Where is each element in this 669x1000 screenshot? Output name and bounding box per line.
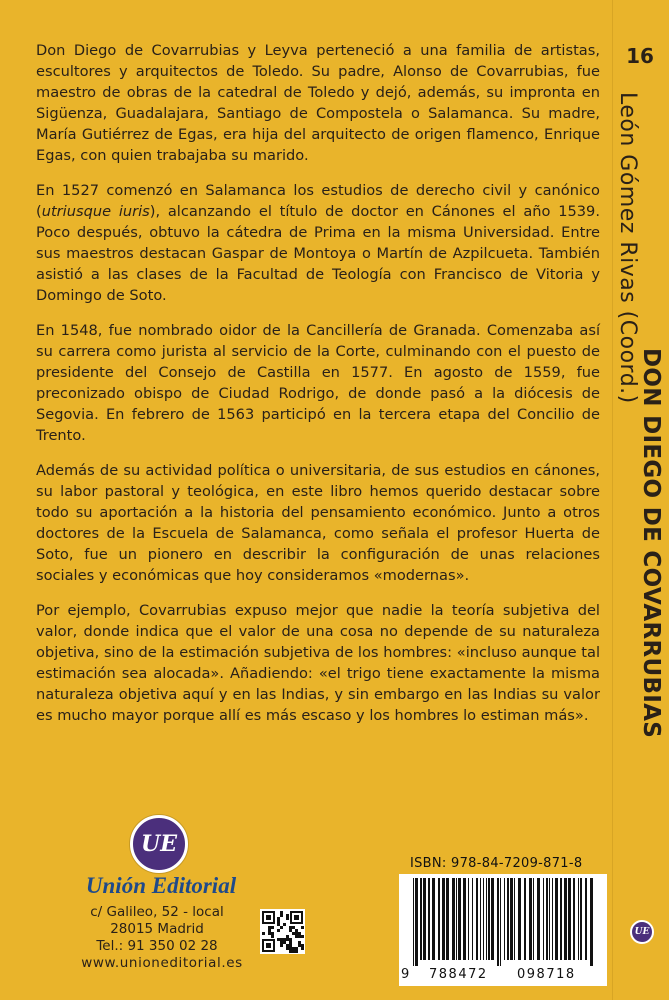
paragraph-text: En 1548, fue nombrado oidor de la Cancillería de Granada. Comenzaba así su carrera como jurista al servicio de la Corte, culminando con el puesto de presidente del Consejo de Castilla en 1577. En agosto de 1559, fue preconizado obispo de Ciudad Rodrigo, de donde pasó a la diócesis de Segovia. En febrero de 1563 participó en la tercera etapa del Concilio de Trento. (36, 322, 600, 444)
union-editorial-logo-icon: UE (130, 815, 188, 873)
barcode-digit-group-2: 098718 (517, 967, 576, 982)
spine-author: León Gómez Rivas (Coord.) (615, 92, 640, 404)
barcode-icon (399, 874, 607, 966)
paragraph-text: ), alcanzando el título de doctor en Cánones el año 1539. Poco después, obtuvo la cátedra de Prima en la misma Universidad. Entre sus maestros destacan Gaspar de Montoya o Martín de Azpilcueta. También asistió a las clases de la Facultad de Teología con Francisco de Vitoria y Domingo de Soto. (36, 203, 600, 304)
barcode-digits (399, 966, 607, 986)
paragraph-text: Además de su actividad política o universitaria, de sus estudios en cánones, su labor pastoral y teológica, en este libro hemos querido destacar sobre todo su aportación a la historia del pensamiento económico. Junto a otros doctores de la Escuela de Salamanca, como señala el profesor Huerta de Soto, fue un pionero en describir la configuración de unas relaciones sociales y económicas que hoy consideramos «modernas». (36, 462, 600, 584)
spine-divider (612, 0, 613, 1000)
qr-code-icon (260, 909, 305, 954)
paragraph-5 (36, 600, 600, 726)
latin-term: utriusque iuris (41, 203, 150, 220)
barcode-digit-group-1: 788472 (429, 967, 488, 982)
union-editorial-spine-logo-icon: UE (630, 920, 654, 944)
paragraph-3 (36, 320, 600, 446)
barcode-digit-first: 9 (401, 967, 410, 982)
series-number: 16 (626, 44, 654, 68)
publisher-website: www.unioneditorial.es (81, 955, 243, 971)
paragraph-text: En 1527 comenzó en Salamanca los estudios de derecho civil y canónico ( (36, 182, 600, 220)
isbn-label: ISBN: 978-84-7209-871-8 (410, 856, 583, 871)
address-line: 28015 Madrid (110, 921, 204, 937)
back-cover-text (36, 40, 600, 740)
paragraph-1 (36, 40, 600, 166)
paragraph-text: Por ejemplo, Covarrubias expuso mejor que nadie la teoría subjetiva del valor, donde indica que el valor de una cosa no depende de su naturaleza objetiva, sino de la estimación subjetiva de los hombres: «incluso aunque tal estimación sea alocada». Añadiendo: «el trigo tiene exactamente la misma naturaleza objetiva aquí y en las Indias, y sin embargo en las Indias su valor es mucho mayor porque allí es más escaso y los hombres lo estiman más». (36, 602, 600, 724)
address-line: Tel.: 91 350 02 28 (96, 938, 218, 954)
publisher-address (62, 904, 252, 955)
paragraph-4 (36, 460, 600, 586)
address-line: c/ Galileo, 52 - local (90, 904, 224, 920)
publisher-name: Unión Editorial (85, 873, 237, 898)
paragraph-text: Don Diego de Covarrubias y Leyva perteneció a una familia de artistas, escultores y arquitectos de Toledo. Su padre, Alonso de Covarrubias, fue maestro de obras de la catedral de Toledo y dejó, además, su impronta en Sigüenza, Guadalajara, Santiago de Compostela o Salamanca. Su madre, María Gutiérrez de Egas, era hija del arquitecto de origen flamenco, Enrique Egas, con quien trabajaba su marido. (36, 42, 600, 164)
spine-title: DON DIEGO DE COVARRUBIAS (638, 348, 664, 739)
paragraph-2 (36, 180, 600, 306)
